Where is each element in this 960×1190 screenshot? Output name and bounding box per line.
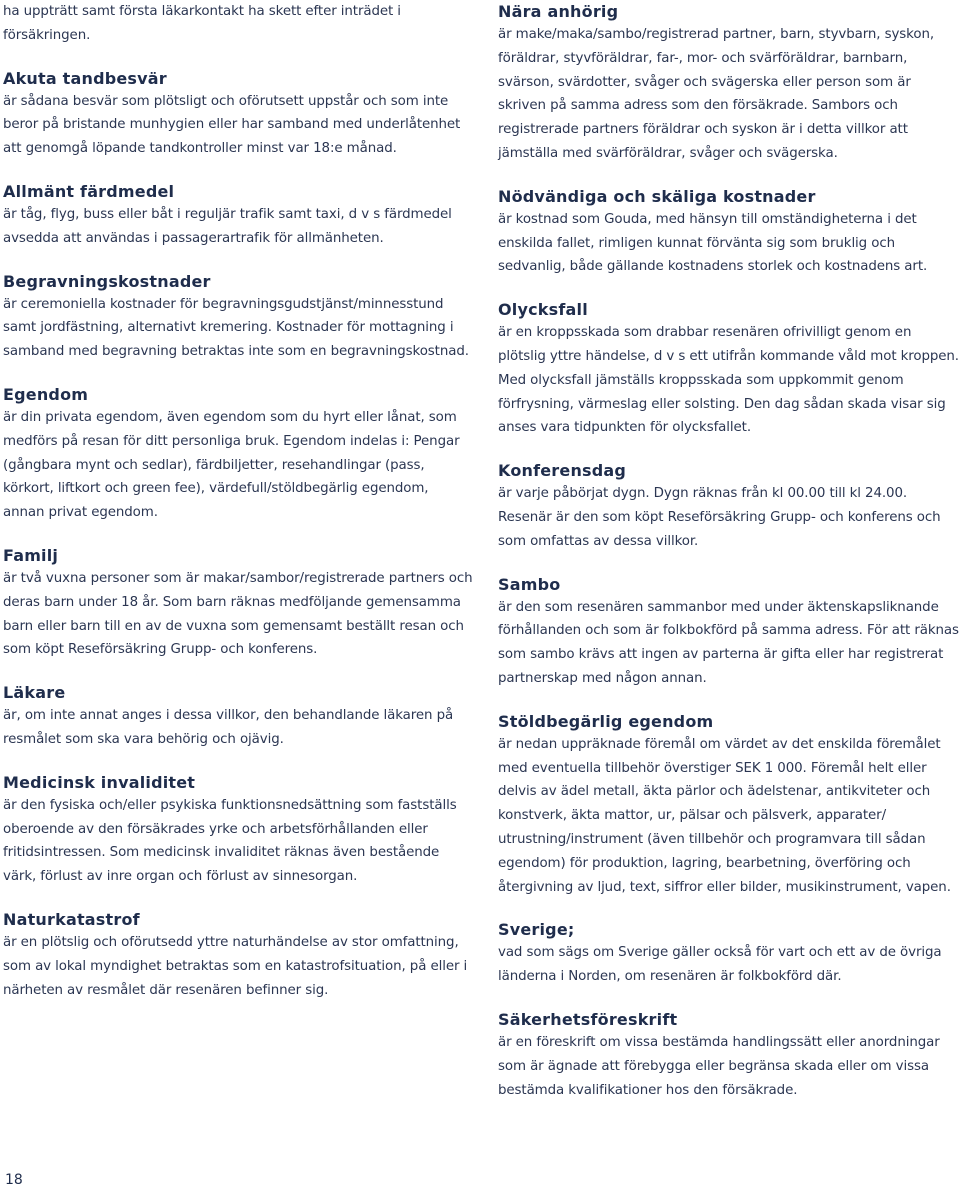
definition-title: Begravningskostnader xyxy=(3,271,211,291)
definition-text: är två vuxna personer som är makar/sambor/registrerade partners och deras barn under 18 år. Som barn räknas medföljande gemensamma barn eller barn till en av de vuxna som gemensamt beställt resan och som köpt Reseförsäkring Grupp- och konferens. xyxy=(3,570,473,658)
definition-title: Akuta tandbesvär xyxy=(3,68,167,88)
definition-title: Naturkatastrof xyxy=(3,909,140,929)
definition-nara-anhorig xyxy=(498,0,960,166)
definition-konferensdag xyxy=(498,459,960,553)
definition-stoldbegarlig-egendom xyxy=(498,710,960,900)
definition-sambo xyxy=(498,573,960,691)
definition-naturkatastrof xyxy=(3,908,473,1002)
definition-title: Nära anhörig xyxy=(498,2,619,21)
definition-title: Nödvändiga och skäliga kostnader xyxy=(498,186,816,206)
definition-egendom xyxy=(3,383,473,525)
definition-title: Allmänt färdmedel xyxy=(3,181,175,201)
definition-text: är make/maka/sambo/registrerad partner, barn, styvbarn, syskon, föräldrar, styvföräldrar, far-, mor- och svärföräldrar, barnbarn, svärson, svärdotter, svåger och svägerska eller person som är skriven på samma adress som den försäkrade. Sambors och registrerade partners föräldrar och syskon är i detta villkor att jämställa med svärföräldrar, svåger och svägerska. xyxy=(498,27,934,161)
definition-lakare xyxy=(3,681,473,752)
definition-title: Familj xyxy=(3,545,59,565)
continued-paragraph: ha uppträtt samt första läkarkontakt ha skett efter inträdet i försäkringen. xyxy=(3,4,401,43)
page-number: 18 xyxy=(5,1172,23,1188)
definition-title: Sverige; xyxy=(498,920,575,940)
definition-text: är en kroppsskada som drabbar resenären ofrivilligt genom en plötslig yttre händelse, d v s ett utifrån kommande våld mot kroppen. Med olycksfall jämställs kroppsskada som uppkommit genom förfrysning, värmeslag eller solsting. Den dag sådan skada visar sig anses vara tidpunkten för olycksfallet. xyxy=(498,325,959,436)
definition-nodvandiga-kostnader xyxy=(498,185,960,279)
definition-text: är varje påbörjat dygn. Dygn räknas från kl 00.00 till kl 24.00. Resenär är den som köpt Reseförsäkring Grupp- och konferens och som omfattas av dessa villkor. xyxy=(498,486,941,549)
definition-title: Sambo xyxy=(498,574,561,594)
definition-title: Konferensdag xyxy=(498,461,627,481)
definition-title: Läkare xyxy=(3,683,66,703)
definition-text: är nedan uppräknade föremål om värdet av det enskilda föremålet med eventuella tillbehör överstiger SEK 1 000. Föremål helt eller delvis av ädel metall, äkta pärlor och ädelstenar, antikviteter och konstverk, äkta mattor, ur, pälsar och pälsverk, apparater/ utrustning/instrument (även tillbehör och programvara till sådan egendom) för produktion, lagring, bearbetning, överföring och återgivning av ljud, text, siffror eller bilder, musikinstrument, vapen. xyxy=(498,736,951,895)
definition-title: Stöldbegärlig egendom xyxy=(498,711,714,731)
definition-title: Egendom xyxy=(3,384,89,404)
definition-title: Medicinsk invaliditet xyxy=(3,772,196,792)
definition-sakerhetsforeskrift xyxy=(498,1008,960,1102)
definition-medicinsk-invaliditet xyxy=(3,771,473,889)
definition-text: är den fysiska och/eller psykiska funktionsnedsättning som fastställs oberoende av den försäkrades yrke och arbetsförhållanden eller fritidsintressen. Som medicinsk invaliditet räknas även bestående värk, förlust av inre organ och förlust av sinnesorgan. xyxy=(3,797,457,885)
definition-text: är en plötslig och oförutsedd yttre naturhändelse av stor omfattning, som av lokal myndighet betraktas som en katastrofsituation, på eller i närheten av resmålet där resenären befinner sig. xyxy=(3,934,468,998)
definition-familj xyxy=(3,544,473,662)
definition-title: Olycksfall xyxy=(498,300,588,320)
definition-begravningskostnader xyxy=(3,270,473,364)
definition-akuta-tandbesvar xyxy=(3,67,473,161)
definition-text: är, om inte annat anges i dessa villkor, den behandlande läkaren på resmålet som ska vara behörig och ojävig. xyxy=(3,708,454,747)
definition-text: är den som resenären sammanbor med under äktenskapsliknande förhållanden och som är folkbokförd på samma adress. För att räknas som sambo krävs att ingen av parterna är gifta eller har registrerat partnerskap med någon annan. xyxy=(498,599,959,686)
definition-sverige xyxy=(498,918,960,989)
definition-text: är en föreskrift om vissa bestämda handlingssätt eller anordningar som är ägnade att förebygga eller begränsa skada eller om vissa bestämda kvalifikationer hos den försäkrade. xyxy=(498,1034,940,1098)
left-column xyxy=(3,0,473,1002)
definition-allmant-fardmedel xyxy=(3,180,473,251)
definition-text: vad som sägs om Sverige gäller också för vart och ett av de övriga länderna i Norden, om resenären är folkbokförd där. xyxy=(498,945,942,985)
definition-text: är din privata egendom, även egendom som du hyrt eller lånat, som medförs på resan för ditt personliga bruk. Egendom indelas i: Pengar (gångbara mynt och sedlar), färdbiljetter, resehandlingar (pass, körkort, liftkort och green fee), värdefull/stöldbegärlig egendom, annan privat egendom. xyxy=(3,409,460,521)
definition-title: Säkerhetsföreskrift xyxy=(498,1009,678,1029)
definition-text: är ceremoniella kostnader för begravningsgudstjänst/minnesstund samt jordfästning, alternativt kremering. Kostnader för mottagning i samband med begravning betraktas inte som en begravningskostnad. xyxy=(3,296,469,360)
right-column xyxy=(498,0,960,1102)
definition-olycksfall xyxy=(498,298,960,440)
definition-text: är kostnad som Gouda, med hänsyn till omständigheterna i det enskilda fallet, rimligen kunnat förvänta sig som bruklig och sedvanlig, både gällande kostnadens storlek och kostnadens art. xyxy=(498,211,928,275)
definition-text: är tåg, flyg, buss eller båt i reguljär trafik samt taxi, d v s färdmedel avsedda att användas i passagerartrafik för allmänheten. xyxy=(3,206,452,246)
definition-text: är sådana besvär som plötsligt och oförutsett uppstår och som inte beror på bristande munhygien eller har samband med underlåtenhet att genomgå löpande tandkontroller minst var 18:e månad. xyxy=(3,93,461,157)
